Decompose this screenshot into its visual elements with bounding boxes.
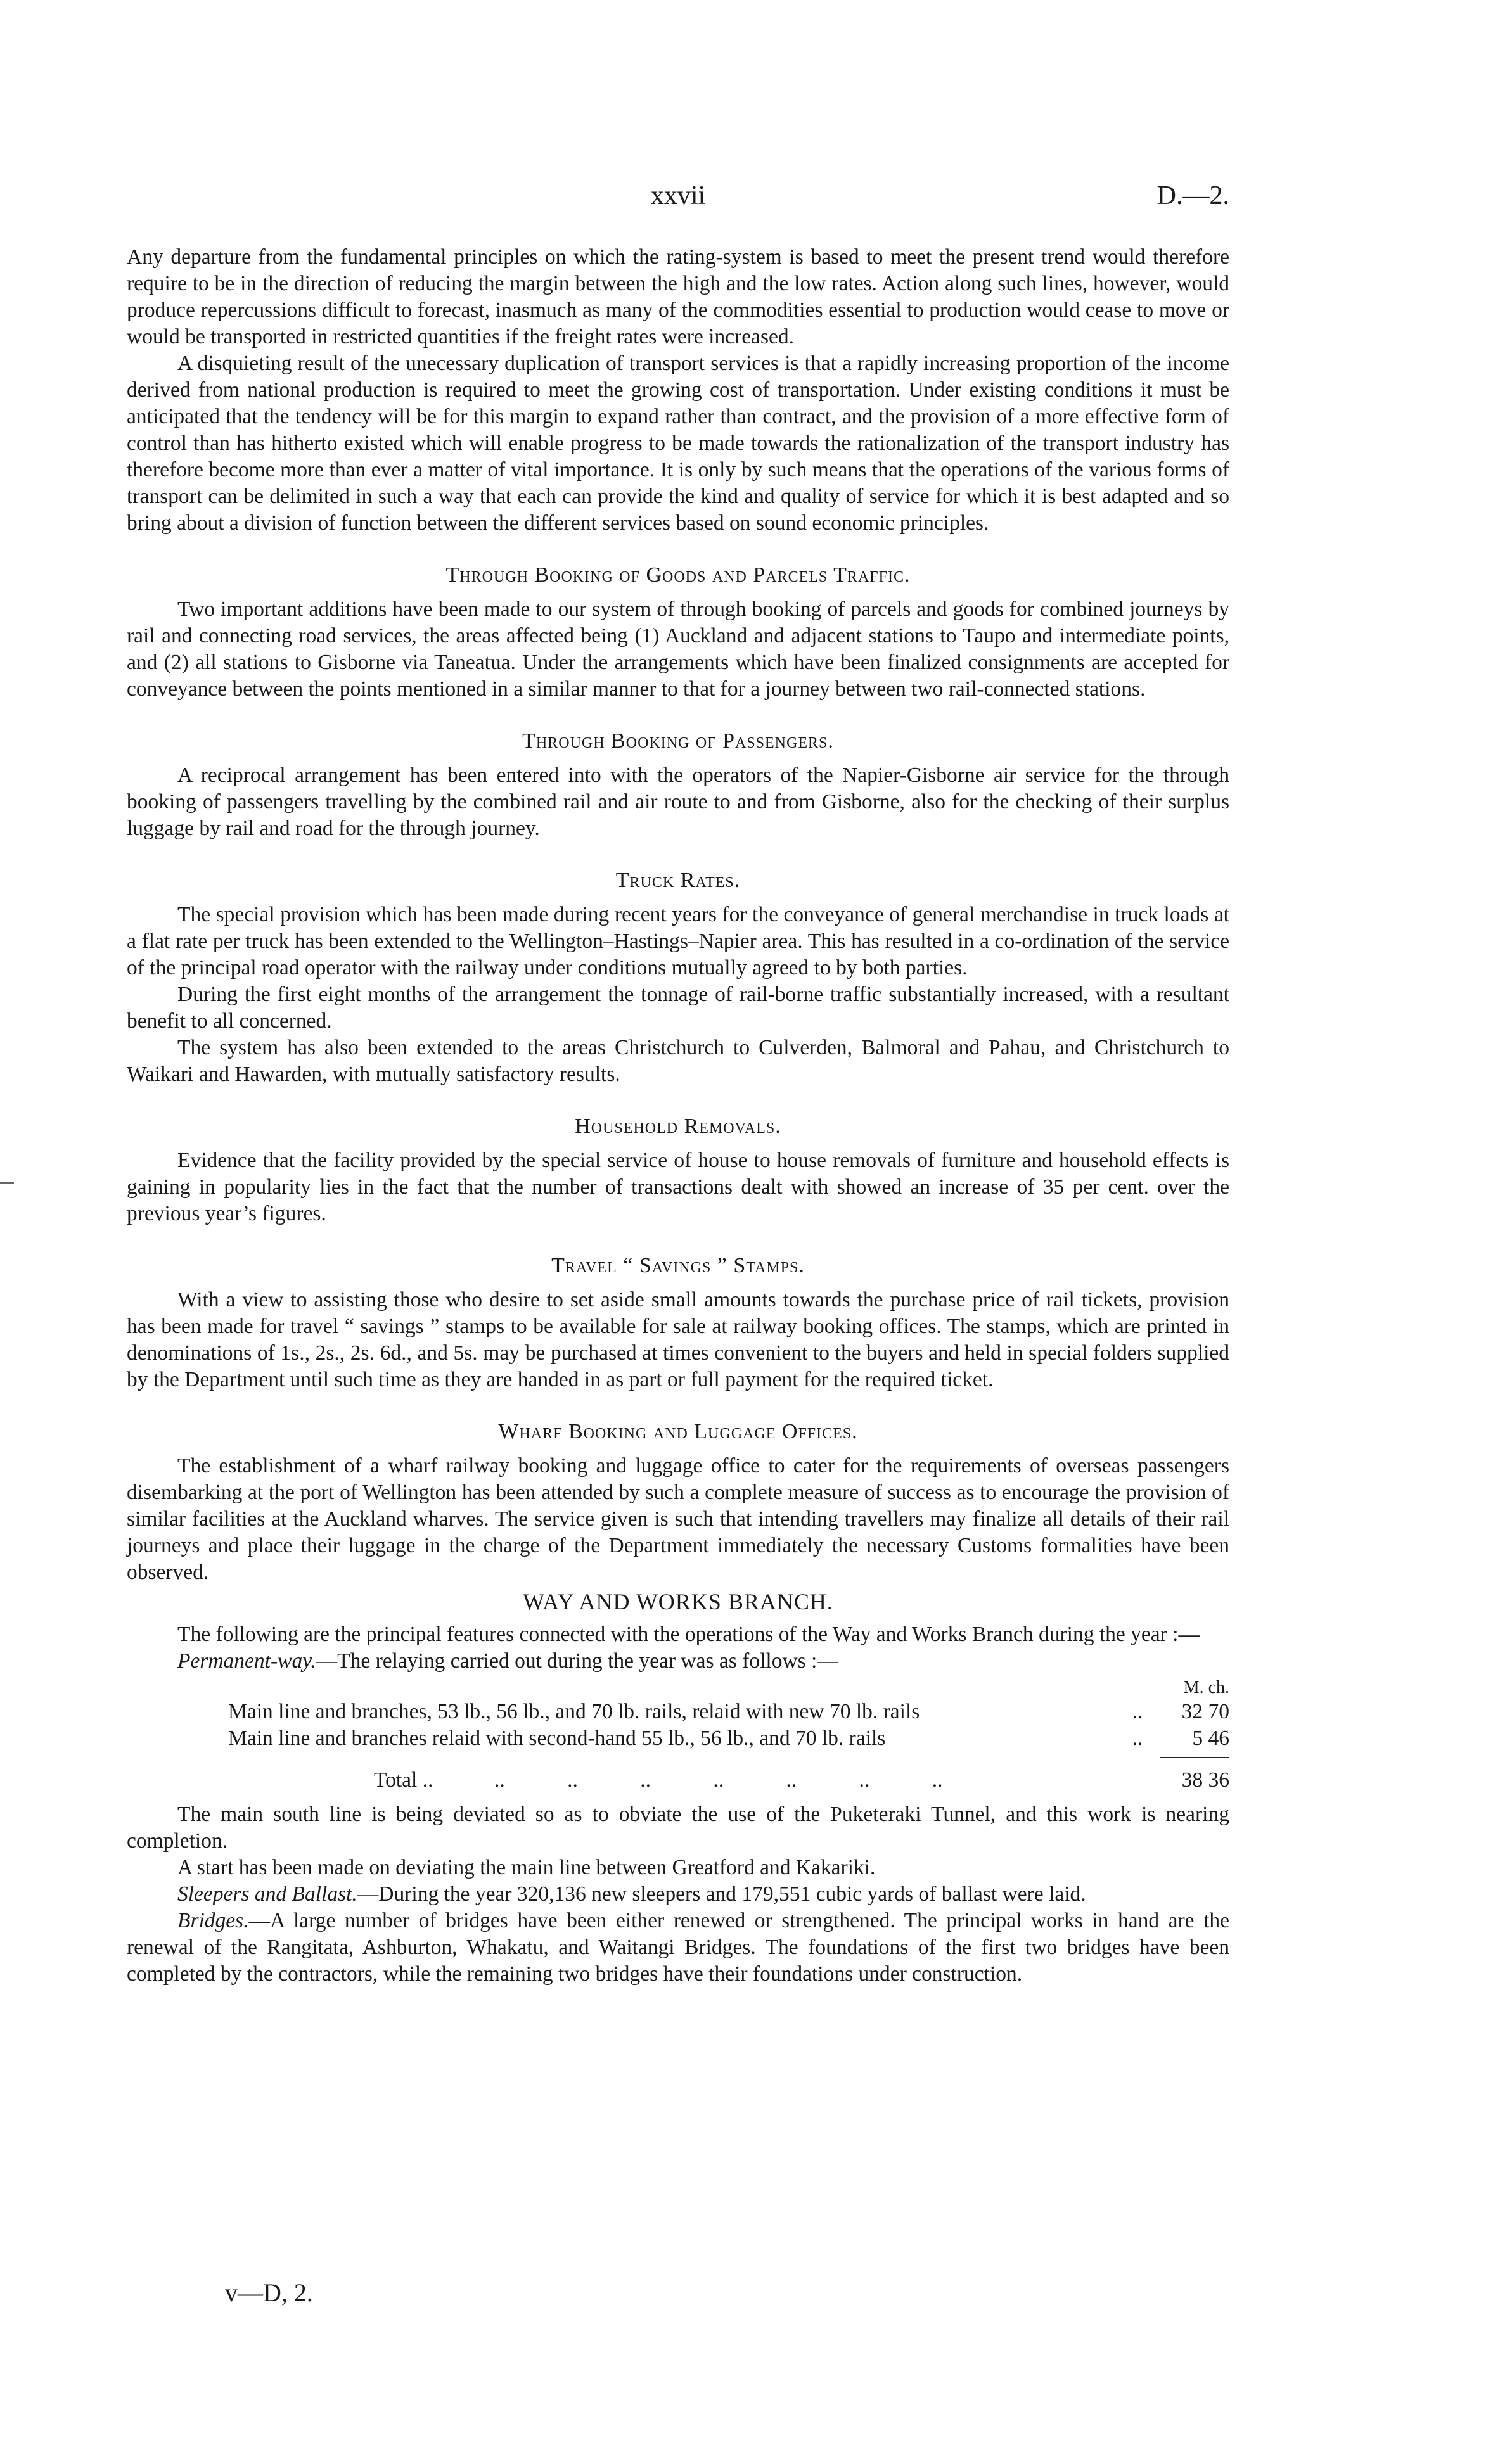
permanent-way-label: Permanent-way.	[177, 1649, 316, 1673]
truck-rates-paragraph-2: During the first eight months of the arrangement the tonnage of rail-borne traffic substantially increased, with a resultant benefit to all concerned.	[127, 983, 1229, 1033]
truck-rates-paragraph-3: The system has also been extended to the areas Christchurch to Culverden, Balmoral and Pahau, and Christchurch to Waikari and Hawarden, with mutually satisfactory results.	[127, 1036, 1229, 1086]
page-number: xxvii	[650, 181, 706, 210]
table-row-description: Main line and branches relaid with second-hand 55 lb., 56 lb., and 70 lb. rails	[228, 1727, 886, 1750]
intro-paragraph-2: A disquieting result of the unecessary duplication of transport services is that a rapidly increasing proportion of the income derived from national production is required to meet the growing cost of transportation. Under existing conditions it must be anticipated that the tendency will be for this margin to expand rather than contract, and the provision of a more effective form of control than has hitherto existed which will enable progress to be made towards the rationalization of the transport industry has therefore become more than ever a matter of vital importance. It is only by such means that the operations of the various forms of transport can be delimited in such a way that each can provide the kind and quality of service for which it is best adapted and so bring about a division of function between the different services based on sound economic principles.	[127, 352, 1229, 535]
intro-paragraph-1: Any departure from the fundamental principles on which the rating-system is based to meet the present trend would therefore require to be in the direction of reducing the margin between the high and the low rates. Action along such lines, however, would produce repercussions difficult to forecast, inasmuch as many of the commodities essential to production would cease to move or would be transported in restricted quantities if the freight rates were increased.	[127, 245, 1229, 348]
through-passengers-paragraph: A reciprocal arrangement has been entered into with the operators of the Napier-Gisborne air service for the through booking of passengers travelling by the combined rail and air route to and from Gisborne, also for the checking of their surplus luggage by rail and road for the through journey.	[127, 763, 1229, 840]
section-heading-household-removals: Household Removals.	[575, 1114, 781, 1138]
footer-signature: v—D, 2.	[225, 2278, 313, 2307]
savings-stamps-paragraph: With a view to assisting those who desire to set aside small amounts towards the purchase price of rail tickets, provision has been made for travel “ savings ” stamps to be available for sale at railway booking offices. The stamps, which are printed in denominations of 1s., 2s., 2s. 6d., and 5s. may be purchased at times convenient to the buyers and held in special folders supplied by the Department until such time as they are handed in as part or full payment for the required ticket.	[127, 1288, 1229, 1391]
relaying-table	[127, 1677, 1229, 1794]
table-row-value: 5 46	[1192, 1727, 1229, 1750]
table-row-description: Main line and branches, 53 lb., 56 lb., and 70 lb. rails, relaid with new 70 lb. rails	[228, 1700, 920, 1723]
wharf-booking-paragraph: The establishment of a wharf railway booking and luggage office to cater for the requirements of overseas passengers disembarking at the port of Wellington has been attended by such a complete measure of success as to encourage the provision of similar facilities at the Auckland wharves. The service given is such that intending travellers may finalize all details of their rail journeys and place their luggage in the charge of the Department immediately the necessary Customs formalities have been observed.	[127, 1454, 1229, 1584]
section-heading-savings-stamps: Travel “ Savings ” Stamps.	[551, 1254, 805, 1277]
sleepers-text: —During the year 320,136 new sleepers and 179,551 cubic yards of ballast were laid.	[357, 1882, 1086, 1906]
table-row-value: 32 70	[1181, 1700, 1229, 1723]
table-row	[127, 1725, 1229, 1752]
document-body	[127, 244, 1229, 1988]
deviation-paragraph: The main south line is being deviated so as to obviate the use of the Puketeraki Tunnel, and this work is nearing completion.	[127, 1803, 1229, 1853]
total-rule	[1160, 1757, 1229, 1758]
start-deviation-paragraph: A start has been made on deviating the main line between Greatford and Kakariki.	[177, 1856, 876, 1879]
section-heading-through-goods: Through Booking of Goods and Parcels Traffic.	[445, 563, 911, 587]
section-heading-wharf-booking: Wharf Booking and Luggage Offices.	[498, 1420, 858, 1443]
document-reference: D.—2.	[1157, 181, 1229, 210]
permanent-way-text: —The relaying carried out during the year was as follows :—	[316, 1649, 838, 1673]
table-row-leader: ..	[1132, 1700, 1143, 1723]
bridges-paragraph	[127, 1908, 1229, 1988]
sleepers-label: Sleepers and Ballast.	[177, 1882, 357, 1906]
table-unit-header: M. ch.	[1183, 1678, 1229, 1697]
table-total-label: Total ..	[374, 1768, 433, 1792]
table-total-row	[127, 1767, 1229, 1794]
way-works-intro: The following are the principal features connected with the operations of the Way and Works Branch during the year :—	[177, 1623, 1200, 1646]
truck-rates-paragraph-1: The special provision which has been made during recent years for the conveyance of general merchandise in truck loads at a flat rate per truck has been extended to the Wellington–Hastings–Napier area. This has resulted in a co-ordination of the service of the principal road operator with the railway under conditions mutually agreed to by both parties.	[127, 903, 1229, 980]
bridges-text: —A large number of bridges have been either renewed or strengthened. The principal works in hand are the renewal of the Rangitata, Ashburton, Whakatu, and Waitangi Bridges. The foundations of the first two bridges have been completed by the contractors, while the remaining two bridges have their foundations under construction.	[127, 1909, 1229, 1986]
margin-mark	[0, 1182, 14, 1184]
table-total-leaders: .. .. .. .. .. .. ..	[494, 1768, 943, 1792]
through-goods-paragraph: Two important additions have been made to our system of through booking of parcels and goods for combined journeys by rail and connecting road services, the areas affected being (1) Auckland and adjacent stations to Taupo and intermediate points, and (2) all stations to Gisborne via Taneatua. Under the arrangements which have been finalized consignments are accepted for conveyance between the points mentioned in a similar manner to that for a journey between two rail-connected stations.	[127, 597, 1229, 701]
household-removals-paragraph: Evidence that the facility provided by the special service of house to house removals of furniture and household effects is gaining in popularity lies in the fact that the number of transactions dealt with showed an increase of 35 per cent. over the previous year’s figures.	[127, 1149, 1229, 1225]
table-row	[127, 1699, 1229, 1725]
table-row-leader: ..	[1132, 1727, 1143, 1750]
sleepers-paragraph	[127, 1881, 1229, 1908]
section-heading-truck-rates: Truck Rates.	[615, 869, 741, 892]
section-heading-through-passengers: Through Booking of Passengers.	[522, 729, 834, 753]
branch-heading-way-and-works: WAY AND WORKS BRANCH.	[523, 1589, 833, 1614]
table-total-value: 38 36	[1181, 1768, 1229, 1792]
bridges-label: Bridges.	[177, 1909, 249, 1932]
permanent-way-paragraph	[127, 1648, 1229, 1675]
page-header	[127, 181, 1229, 219]
